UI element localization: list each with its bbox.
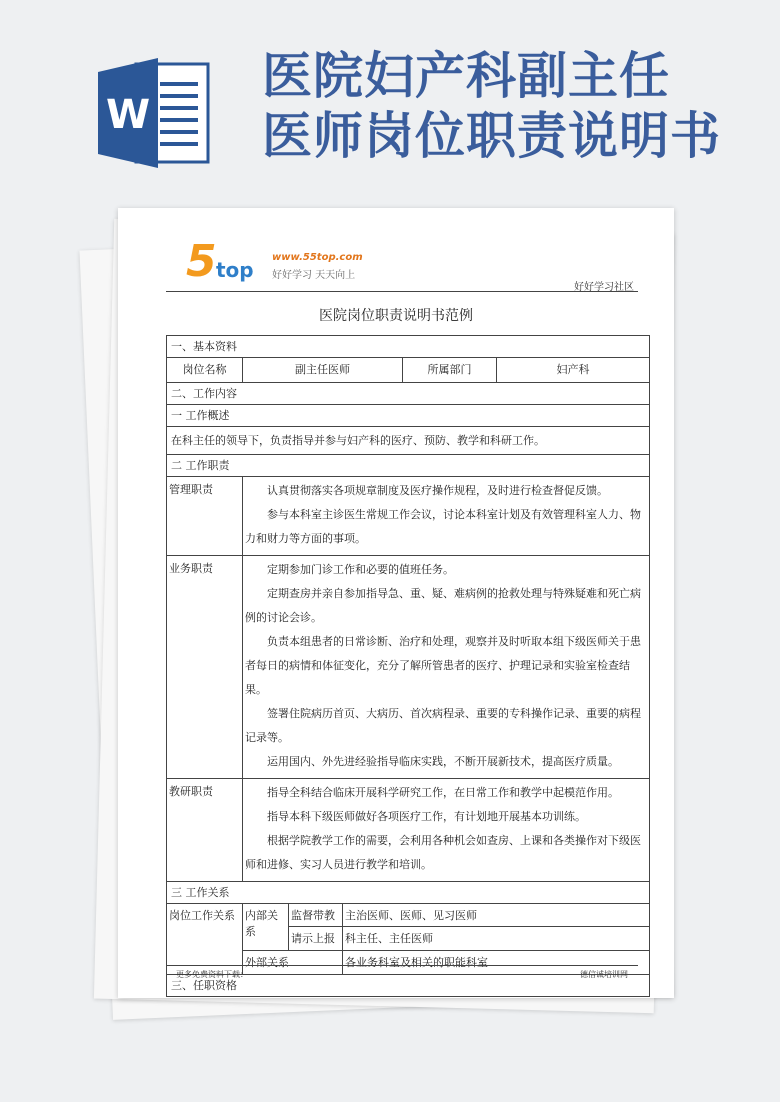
report-value: 科主任、主任医师 xyxy=(345,932,433,945)
business-body xyxy=(243,556,649,778)
page-title xyxy=(262,46,721,166)
title-line-2: 医师岗位职责说明书 xyxy=(262,107,721,165)
dept-label: 所属部门 xyxy=(403,358,497,382)
management-body xyxy=(243,477,649,555)
supervise-label: 监督带教 xyxy=(289,904,343,926)
word-document-icon xyxy=(98,58,210,168)
logo xyxy=(186,236,386,288)
document-title: 医院岗位职责说明书范例 xyxy=(319,308,473,324)
subsection-duties: 二 工作职责 xyxy=(167,455,649,477)
logo-url: www.55top.com xyxy=(272,252,363,263)
basic-info-row xyxy=(167,358,649,383)
business-item: 定期查房并亲自参加指导急、重、疑、难病例的抢救处理与特殊疑难和死亡病例的讨论会诊。 xyxy=(245,587,641,624)
footer-divider xyxy=(166,965,638,966)
community-label: 好好学习社区 xyxy=(574,282,634,293)
business-item: 签署住院病历首页、大病历、首次病程录、重要的专科操作记录、重要的病程记录等。 xyxy=(245,707,641,744)
title-line-1: 医院妇产科副主任 xyxy=(262,47,670,105)
business-label: 业务职责 xyxy=(167,556,243,778)
management-duties-row xyxy=(167,477,649,556)
teaching-duties-row xyxy=(167,779,649,882)
footer-download-text: 更多免费资料下载： xyxy=(176,970,248,979)
teaching-body xyxy=(243,779,649,881)
report-label: 请示上报 xyxy=(289,927,343,950)
management-item: 参与本科室主诊医生常规工作会议，讨论本科室计划及有效管理科室人力、物力和财力等方面的事项。 xyxy=(245,508,641,545)
supervise-value: 主治医师、医师、见习医师 xyxy=(345,909,477,922)
subsection-relations: 三 工作关系 xyxy=(167,882,649,904)
teaching-item: 根据学院教学工作的需要，会利用各种机会如查房、上课和各类操作对下级医师和进修、实习人员进行教学和培训。 xyxy=(245,834,641,871)
teaching-item: 指导本科下级医师做好各项医疗工作，有计划地开展基本功训练。 xyxy=(267,810,586,823)
business-item: 运用国内、外先进经验指导临床实践，不断开展新技术，提高医疗质量。 xyxy=(267,755,619,768)
overview-text: 在科主任的领导下，负责指导并参与妇产科的医疗、预防、教学和科研工作。 xyxy=(167,427,649,455)
logo-mark-top: top xyxy=(216,258,254,282)
internal-label: 内部关系 xyxy=(243,904,289,950)
business-item: 定期参加门诊工作和必要的值班任务。 xyxy=(267,563,454,576)
teaching-item: 指导全科结合临床开展科学研究工作，在日常工作和教学中起模范作用。 xyxy=(267,786,619,799)
business-duties-row xyxy=(167,556,649,779)
document-page xyxy=(118,208,674,998)
logo-mark-5: 5 xyxy=(186,236,217,287)
footer-site-name: 德信诚培训网 xyxy=(580,970,628,979)
teaching-label: 教研职责 xyxy=(167,779,243,881)
section-qualifications: 三、任职资格 xyxy=(167,975,649,997)
external-label: 外部关系 xyxy=(243,951,343,974)
business-item: 负责本组患者的日常诊断、治疗和处理，观察并及时听取本组下级医师关于患者每日的病情和体征变化，充分了解所管患者的医疗、护理记录和实验室检查结果。 xyxy=(245,635,641,696)
section-work-content: 二、工作内容 xyxy=(167,383,649,405)
section-basic-info: 一、基本资料 xyxy=(167,336,649,358)
external-value: 各业务科室及相关的职能科室 xyxy=(345,956,488,969)
post-value: 副主任医师 xyxy=(243,358,403,382)
management-label: 管理职责 xyxy=(167,477,243,555)
job-description-table xyxy=(166,335,650,997)
banner xyxy=(0,0,780,195)
logo-slogan: 好好学习 天天向上 xyxy=(272,270,356,281)
dept-value: 妇产科 xyxy=(556,363,590,376)
management-item: 认真贯彻落实各项规章制度及医疗操作规程，及时进行检查督促反馈。 xyxy=(267,484,608,497)
header-divider xyxy=(166,291,638,292)
subsection-overview: 一 工作概述 xyxy=(167,405,649,427)
relations-label: 岗位工作关系 xyxy=(167,904,243,974)
word-icon-letter: W xyxy=(105,92,151,138)
post-label: 岗位名称 xyxy=(167,358,243,382)
